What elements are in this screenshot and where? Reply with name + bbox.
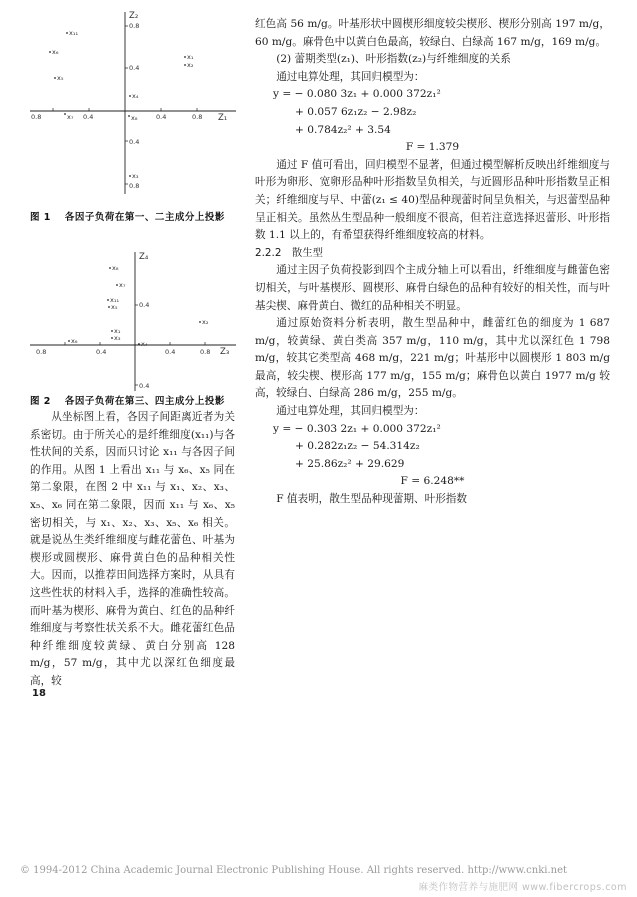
- point-label: x₈: [112, 264, 119, 272]
- caption-text: 各因子负荷在第一、二主成分上投影: [64, 212, 225, 223]
- data-point: [109, 267, 111, 269]
- subsection-heading: (2) 蕾期类型(z₁)、叶形指数(z₂)与纤维细度的关系: [276, 53, 511, 66]
- right-column: [255, 16, 610, 509]
- left-column: [30, 409, 235, 691]
- data-point: [128, 115, 130, 117]
- data-point: [49, 51, 51, 53]
- copyright-footer: © 1994-2012 China Academic Journal Electronic Publishing House. All rights reserved. http://www.cnki.net: [20, 865, 568, 876]
- axis-label-y: Z₄: [139, 252, 149, 262]
- equation-line: y = − 0.303 2z₁ + 0.000 372z₁²: [273, 422, 441, 435]
- point-label: x₄: [141, 340, 148, 348]
- data-point: [54, 77, 56, 79]
- paragraph: 从坐标图上看，各因子间距离近者为关系密切。由于所关心的是纤维细度(x₁₁)与各性状间的关系，因而只讨论 x₁₁ 与各因子间的作用。从图 1 上看出 x₁₁ 与 x₆、x₅ 同在第二象限，在图 2 中 x₁₁ 与 x₁、x₂、x₃、x₅、x₆ 同在第二象限，因而 x₁₁ 与 x₆、x₅ 密切相关，与 x₁、x₂、x₃、x₅、x₆ 相关。就是说丛生类纤维细度与雌花蕾色、叶基为楔形或圆楔形、麻骨黄白色的品种相关性大。因而，以推荐田间选择方案时，从具有这些性状的材料入手，选择的准确性较高。而叶基为楔形、麻骨为黄白、红色的品种纤维细度与考察性状关系不大。雌花蕾红色品种纤维细度较黄绿、黄白分别高 128 m/g，57 m/g，其中尤以深红色细度最高，较: [30, 411, 235, 687]
- caption-number: 图 2: [30, 396, 51, 407]
- data-point: [111, 330, 113, 332]
- data-point: [184, 56, 186, 58]
- tick-label: 0.4: [156, 113, 167, 121]
- tick-label: 0.4: [83, 113, 94, 121]
- data-point: [107, 299, 109, 301]
- axis-label-x: Z₃: [220, 347, 230, 357]
- point-label: x₁₁: [69, 29, 79, 37]
- point-label: x₇: [119, 281, 126, 289]
- point-label: x₇: [67, 113, 74, 121]
- paragraph: 通过电算处理，其回归模型为：: [276, 405, 425, 418]
- figure-2: [28, 248, 238, 393]
- point-label: x₈: [131, 114, 138, 122]
- data-point: [66, 32, 68, 34]
- point-label: x₆: [71, 337, 78, 345]
- section-heading: 2.2.2 散生型: [255, 246, 324, 259]
- equation-line: y = − 0.080 3z₁ + 0.000 372z₁²: [273, 88, 441, 101]
- data-point: [108, 306, 110, 308]
- data-point: [184, 64, 186, 66]
- point-label: x₂: [202, 318, 209, 326]
- point-label: x₃: [132, 172, 139, 180]
- tick-label: 0.4: [96, 348, 107, 356]
- point-label: x₄: [132, 92, 139, 100]
- equation-f-value: F = 1.379: [405, 141, 460, 154]
- tick-label: 0.4: [129, 138, 140, 146]
- paragraph: 通过电算处理，其回归模型为：: [276, 70, 425, 83]
- tick-label: 0.8: [129, 22, 140, 30]
- paragraph: 通过原始资料分析表明，散生型品种中，雌蕾红色的细度为 1 687 m/g，较黄绿、黄白类高 357 m/g，110 m/g，其中尤以深红色 1 798 m/g，较其它类型高 468 m/g，221 m/g；叶基形中以圆楔形 1 803 m/g 最高，较尖楔、楔形高 177 m/g，155 m/g；麻骨色以黄白 1977 m/g 较高，较绿白、白绿高 286 m/g，255 m/g。: [255, 317, 610, 400]
- point-label: x₅: [111, 303, 118, 311]
- axis-label-y: Z₂: [129, 11, 139, 21]
- figure-1-plot: [28, 8, 238, 198]
- data-point: [111, 337, 113, 339]
- equation-line: + 0.282z₁z₂ − 54.314z₂: [295, 440, 420, 453]
- data-points: [49, 29, 194, 180]
- equation-f-value: F = 6.248**: [400, 475, 465, 488]
- axis-label-x: Z₁: [218, 113, 228, 123]
- page-number: 18: [32, 688, 46, 699]
- tick-label: 0.8: [129, 182, 140, 190]
- data-point: [64, 113, 66, 115]
- tick-label: 0.8: [31, 113, 42, 121]
- caption-number: 图 1: [30, 212, 51, 223]
- caption-text: 各因子负荷在第三、四主成分上投影: [64, 396, 225, 407]
- watermark: 麻类作物营养与施肥网 www.fibercrops.com: [418, 882, 627, 893]
- equation-line: + 25.86z₂² + 29.629: [295, 457, 405, 470]
- point-label: x₁: [114, 327, 121, 335]
- tick-label: 0.8: [36, 348, 47, 356]
- tick-label: 0.4: [129, 64, 140, 72]
- point-label: x₅: [57, 74, 64, 82]
- paragraph: 通过 F 值可看出，回归模型不显著，但通过模型解析反映出纤维细度与叶形为卵形、宽卵形品种叶形指数呈负相关，与近圆形品种叶形指数呈正相关；纤维细度与早、中蕾(z₁ ≤ 40)型品种现蕾时间呈负相关，与迟蕾型品种呈正相关。虽然丛生型品种一般细度不很高，但若注意选择迟蕾形、叶形指数 1.1 以上的，有希望获得纤维细度较高的材料。: [255, 158, 610, 242]
- tick-label: 0.4: [139, 301, 150, 309]
- tick-label: 0.4: [165, 348, 176, 356]
- equation-line: + 0.057 6z₁z₂ − 2.98z₂: [295, 105, 417, 118]
- data-point: [68, 340, 70, 342]
- tick-label: 0.8: [192, 113, 203, 121]
- point-label: x₁₁: [110, 296, 120, 304]
- data-point: [199, 321, 201, 323]
- data-point: [138, 343, 140, 345]
- point-label: x₁: [187, 53, 194, 61]
- point-label: x₂: [187, 61, 194, 69]
- figure-1: [28, 8, 238, 198]
- figure-2-caption: [30, 393, 225, 407]
- paragraph: 红色高 56 m/g。叶基形状中圆楔形细度较尖楔形、楔形分别高 197 m/g，60 m/g。麻骨色中以黄白色最高，较绿白、白绿高 167 m/g，169 m/g。: [255, 18, 610, 48]
- tick-label: 0.8: [200, 348, 211, 356]
- equation-line: + 0.784z₂² + 3.54: [295, 123, 391, 136]
- tick-label: 0.4: [139, 382, 150, 390]
- point-label: x₃: [114, 334, 121, 342]
- paragraph: F 值表明，散生型品种现蕾期、叶形指数: [276, 493, 467, 506]
- data-point: [116, 284, 118, 286]
- paragraph: 通过主因子负荷投影到四个主成分轴上可以看出，纤维细度与雌蕾色密切相关，与叶基楔形、圆楔形、麻骨白绿色的品种有较好的相关性，而与叶基尖楔、麻骨黄白、微红的品种相关不明显。: [255, 264, 610, 312]
- figure-2-plot: [28, 248, 238, 393]
- data-point: [129, 175, 131, 177]
- data-point: [129, 95, 131, 97]
- point-label: x₆: [52, 48, 59, 56]
- figure-1-caption: [30, 209, 225, 223]
